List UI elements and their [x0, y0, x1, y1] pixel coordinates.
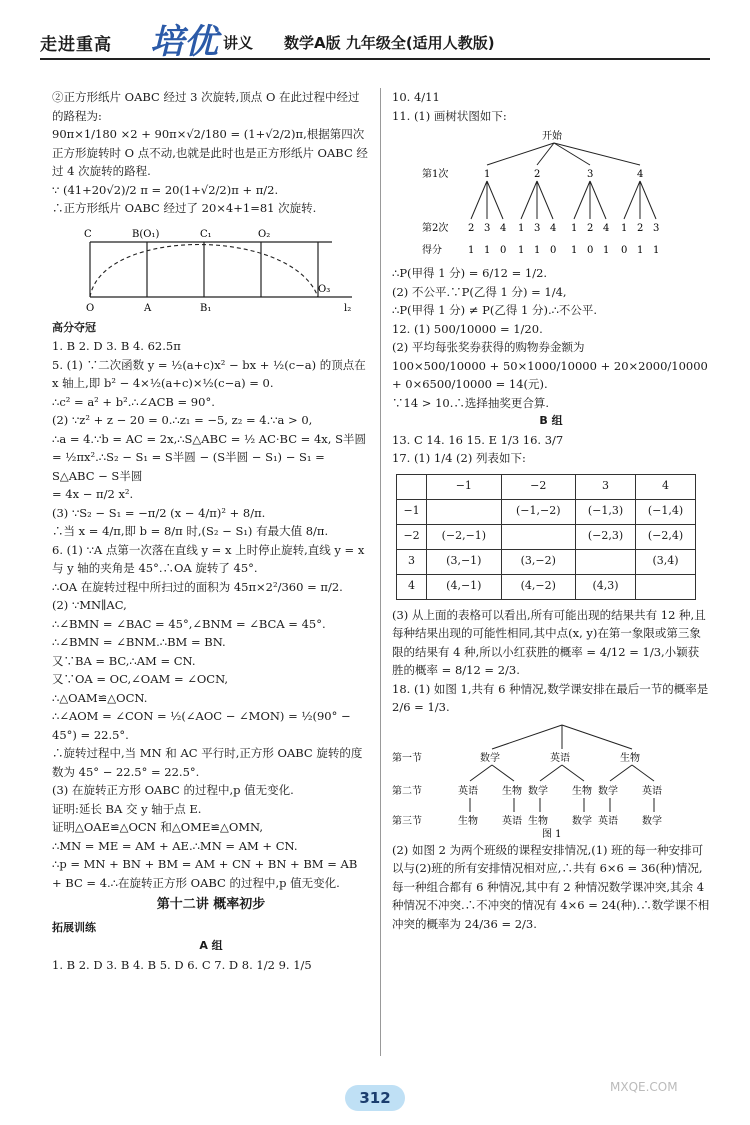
- tree-row-label: 第2次: [422, 223, 449, 234]
- table-cell: 4: [397, 574, 427, 599]
- text-line: (2) 不公平.∵P(乙得 1 分) = 1/4,: [392, 284, 567, 299]
- tree-diagram: [392, 127, 702, 262]
- tree-node: 数学: [528, 785, 548, 797]
- tree-node: 数学: [480, 752, 500, 764]
- table-cell: −2: [501, 474, 575, 499]
- tree-leaf: 4: [500, 223, 507, 234]
- text-line: ∴P(甲得 1 分) ≠ P(乙得 1 分).∴不公平.: [392, 303, 598, 317]
- tree-leaf: 数学: [572, 815, 592, 827]
- right-column: [392, 88, 710, 933]
- score-value: 0: [550, 245, 557, 256]
- text-line: ∴c² = a² + b².∴∠ACB = 90°.: [52, 394, 215, 409]
- score-value: 1: [571, 245, 578, 256]
- tree-node: 生物: [502, 785, 522, 797]
- score-value: 1: [484, 245, 491, 256]
- table-cell: (−2,3): [575, 524, 635, 549]
- left-column: [52, 88, 370, 974]
- text-line: 又∵BA = BC,∴AM = CN.: [52, 653, 196, 668]
- tree-leaf: 2: [587, 223, 594, 234]
- table-cell: (−2,−1): [427, 524, 501, 549]
- text-line: 11. (1) 画树状图如下:: [392, 108, 507, 123]
- score-value: 1: [603, 245, 610, 256]
- table-cell: −2: [397, 524, 427, 549]
- text-line: 5. (1) ∵二次函数 y = ½(a+c)x² − bx + ½(c−a) 的顶点在 x 轴上,即 b² − 4×½(a+c)×½(c−a) = 0.: [52, 357, 366, 390]
- fig-label: C₁: [200, 228, 212, 240]
- tree-row-label: 第三节: [392, 815, 422, 827]
- text-line: 6. (1) ∵A 点第一次落在直线 y = x 上时停止旋转,直线 y = x 与 y 轴的夹角是 45°.∴OA 旋转了 45°.: [52, 542, 365, 575]
- score-value: 1: [468, 245, 475, 256]
- text-line: ∵14 > 10.∴选择抽奖更合算.: [392, 395, 550, 410]
- tree-branch: [470, 765, 492, 781]
- tree-leaf: 1: [518, 223, 525, 234]
- tree-row-label: 第1次: [422, 169, 449, 180]
- text-line: ∴旋转过程中,当 MN 和 AC 平行时,正方形 OABC 旋转的度数为 45° − 22.5° = 22.5°.: [52, 746, 363, 779]
- group-title: A 组: [199, 939, 223, 952]
- text-line: = 4x − π/2 x².: [52, 487, 134, 501]
- column-divider: [380, 88, 381, 1056]
- table-cell: [635, 574, 695, 599]
- table-cell: [397, 474, 427, 499]
- tree-leaf: 2: [637, 223, 644, 234]
- tree-branch: [640, 181, 656, 219]
- table-cell: 4: [635, 474, 695, 499]
- outcome-table: [396, 474, 696, 600]
- text-line: 证明:延长 BA 交 y 轴于点 E.: [52, 801, 202, 816]
- text-line: ∴P(甲得 1 分) = 6/12 = 1/2.: [392, 266, 548, 280]
- fig-label: O: [86, 302, 95, 314]
- tree-node: 1: [484, 169, 491, 180]
- text-line: (2) 平均每张奖券获得的购物券金额为: [392, 340, 585, 354]
- tree-branch: [562, 765, 584, 781]
- text-line: ∴p = MN + BN + BM = AM + CN + BN + BM = AB + BC = 4.∴在旋转正方形 OABC 的过程中,p 值无变化.: [52, 857, 358, 890]
- tree-row-label: 得分: [422, 245, 442, 256]
- text-line: (3) 从上面的表格可以看出,所有可能出现的结果共有 12 种,且每种结果出现的可能性相同,其中点(x, y)在第一象限或第三象限的结果有 4 种,所以小红获胜的概率 = 4/12 = 1/3,小颖获胜的概率 = 8/12 = 2/3.: [392, 607, 706, 677]
- table-cell: (4,3): [575, 574, 635, 599]
- text-line: 90π×1/180 ×2 + 90π×√2/180 = (1+√2/2)π,根据第四次正方形旋转时 O 点不动,也就是此时也是正方形纸片 OABC 经过 4 次旋转的路程.: [52, 127, 368, 178]
- table-cell: (−2,4): [635, 524, 695, 549]
- text-line: ∵ (41+20√2)/2 π = 20(1+√2/2)π + π/2.: [52, 182, 279, 197]
- fig-label: C: [84, 228, 92, 240]
- table-cell: (4,−2): [501, 574, 575, 599]
- table-cell: −1: [427, 474, 501, 499]
- fig-label: O₃: [318, 283, 331, 295]
- tree-leaf: 1: [571, 223, 578, 234]
- tree-node: 2: [534, 169, 541, 180]
- table-cell: −1: [397, 499, 427, 524]
- tree-leaf: 生物: [528, 815, 548, 827]
- fig-label: B₁: [200, 302, 212, 314]
- tree-node: 生物: [572, 785, 592, 797]
- text-line: 18. (1) 如图 1,共有 6 种情况,数学课安排在最后一节的概率是 2/6 = 1/3.: [392, 681, 709, 714]
- score-value: 0: [587, 245, 594, 256]
- tree-row-label: 第一节: [392, 752, 422, 764]
- text-line: ∴∠BMN = ∠BNM.∴BM = BN.: [52, 635, 226, 649]
- answer-line: 1. B 2. D 3. B 4. 62.5π: [52, 339, 181, 353]
- text-line: ②正方形纸片 OABC 经过 3 次旋转,顶点 O 在此过程中经过的路程为:: [52, 90, 360, 123]
- text-line: 12. (1) 500/10000 = 1/20.: [392, 321, 543, 336]
- text-line: (2) ∵z² + z − 20 = 0.∴z₁ = −5, z₂ = 4.∵a > 0,: [52, 413, 313, 427]
- table-cell: 3: [575, 474, 635, 499]
- tree-leaf: 4: [603, 223, 610, 234]
- tree-start: 开始: [542, 131, 562, 142]
- tree-leaf: 3: [653, 223, 660, 234]
- series-brand: 走进重高: [40, 35, 112, 55]
- tree-leaf: 数学: [642, 815, 662, 827]
- tree-branch: [624, 181, 640, 219]
- header-rule: [40, 58, 710, 60]
- table-cell: (−1,−2): [501, 499, 575, 524]
- tree-leaf: 生物: [458, 815, 478, 827]
- text-line: 证明△OAE≌△OCN 和△OME≌△OMN,: [52, 820, 264, 834]
- tree-leaf: 4: [550, 223, 557, 234]
- text-line: ∴OA 在旋转过程中所扫过的面积为 45π×2²/360 = π/2.: [52, 579, 343, 594]
- table-cell: [575, 549, 635, 574]
- group-title: B 组: [539, 414, 563, 427]
- text-line: (3) ∵S₂ − S₁ = −π/2 (x − 4/π)² + 8/π.: [52, 505, 266, 520]
- table-row: [397, 524, 696, 549]
- answer-line: 13. C 14. 16 15. E 1/3 16. 3/7: [392, 432, 564, 447]
- logo-text: 培优: [150, 22, 218, 62]
- text-line: ∴a = 4.∵b = AC = 2x,∴S△ABC = ½ AC·BC = 4x, S半圆 = ½πx².∴S₂ − S₁ = S半圆 − (S半圆 − S₁) − S₁ = S△ABC − S半圆: [52, 431, 366, 483]
- score-value: 0: [500, 245, 507, 256]
- chapter-title: 第十二讲 概率初步: [156, 897, 266, 912]
- answer-line: 1. B 2. D 3. B 4. B 5. D 6. C 7. D 8. 1/2 9. 1/5: [52, 957, 312, 972]
- text-line: 又∵OA = OC,∠OAM = ∠OCN,: [52, 672, 229, 686]
- table-cell: (3,4): [635, 549, 695, 574]
- table-cell: (−1,3): [575, 499, 635, 524]
- table-cell: (3,−2): [501, 549, 575, 574]
- table-cell: [501, 524, 575, 549]
- tree-node: 生物: [620, 752, 640, 764]
- score-value: 1: [534, 245, 541, 256]
- watermark: MXQE.COM: [610, 1080, 678, 1094]
- text-line: ∴MN = ME = AM + AE.∴MN = AM + CN.: [52, 838, 298, 853]
- text-line: ∴∠AOM = ∠CON = ½(∠AOC − ∠MON) = ½(90° − 45°) = 22.5°.: [52, 709, 351, 742]
- tree-node: 英语: [550, 752, 570, 764]
- table-cell: (3,−1): [427, 549, 501, 574]
- book-title: 数学A版 九年级全(适用人教版): [284, 34, 495, 52]
- tree-node: 英语: [458, 785, 478, 797]
- table-row: [397, 549, 696, 574]
- table-row: [397, 499, 696, 524]
- table-cell: (−1,4): [635, 499, 695, 524]
- rotation-figure: [62, 222, 362, 317]
- tree-branch: [610, 765, 632, 781]
- score-value: 0: [621, 245, 628, 256]
- fig-label: A: [144, 302, 152, 314]
- section-title: 拓展训练: [52, 920, 96, 934]
- tree-branch: [590, 181, 606, 219]
- text-line: 17. (1) 1/4 (2) 列表如下:: [392, 451, 526, 465]
- tree-branch: [487, 181, 503, 219]
- answer-line: 10. 4/11: [392, 90, 440, 104]
- tree-branch: [540, 765, 562, 781]
- tree-leaf: 2: [468, 223, 475, 234]
- tree-branch: [521, 181, 537, 219]
- section-title: 高分夺冠: [52, 320, 96, 334]
- fig-label: O₂: [258, 228, 271, 240]
- tree-node: 英语: [642, 785, 662, 797]
- tree-branch: [492, 765, 514, 781]
- tree-branch: [574, 181, 590, 219]
- text-line: ∴△OAM≌△OCN.: [52, 690, 148, 705]
- course-tree-diagram: [392, 719, 702, 839]
- score-value: 1: [637, 245, 644, 256]
- tree-branch: [471, 181, 487, 219]
- tree-leaf: 英语: [502, 815, 522, 827]
- text-line: ∴∠BMN = ∠BAC = 45°,∠BNM = ∠BCA = 45°.: [52, 616, 326, 631]
- text-line: (2) 如图 2 为两个班级的课程安排情况,(1) 班的每一种安排可以与(2)班的所有安排情况相对应,∴共有 6×6 = 36(种)情况,每一种组合都有 6 种情况,其中有 2 种情况数学课冲突,其余 4 种情况不冲突.∴不冲突的情况有 4×6 = 24(种).∴数学课不相冲突的概率为 24/36 = 2/3.: [392, 842, 710, 931]
- page-header: [0, 0, 750, 62]
- table-row: [397, 474, 696, 499]
- figure-caption: 图 1: [542, 828, 562, 839]
- tree-branch: [537, 181, 553, 219]
- tree-node: 4: [637, 169, 644, 180]
- score-value: 1: [653, 245, 660, 256]
- score-value: 1: [518, 245, 525, 256]
- tree-node: 数学: [598, 785, 618, 797]
- table-cell: [427, 499, 501, 524]
- tree-branch: [632, 765, 654, 781]
- tree-leaf: 3: [534, 223, 541, 234]
- tree-leaf: 英语: [598, 815, 618, 827]
- text-line: ∴正方形纸片 OABC 经过了 20×4+1=81 次旋转.: [52, 201, 317, 215]
- text-line: 100×500/10000 + 50×1000/10000 + 20×2000/10000 + 0×6500/10000 = 14(元).: [392, 358, 708, 391]
- text-line: (2) ∵MN∥AC,: [52, 598, 127, 612]
- fig-label: B(O₁): [132, 228, 160, 240]
- tree-leaf: 1: [621, 223, 628, 234]
- text-line: (3) 在旋转正方形 OABC 的过程中,p 值无变化.: [52, 783, 294, 797]
- header-sub: 讲义: [223, 34, 254, 52]
- tree-node: 3: [587, 169, 594, 180]
- page-number: 312: [345, 1085, 405, 1111]
- tree-row-label: 第二节: [392, 785, 422, 797]
- fig-label: l₂: [344, 302, 352, 314]
- text-line: ∴当 x = 4/π,即 b = 8/π 时,(S₂ − S₁) 有最大值 8/π.: [52, 524, 329, 538]
- tree-leaf: 3: [484, 223, 491, 234]
- table-cell: 3: [397, 549, 427, 574]
- table-row: [397, 574, 696, 599]
- table-cell: (4,−1): [427, 574, 501, 599]
